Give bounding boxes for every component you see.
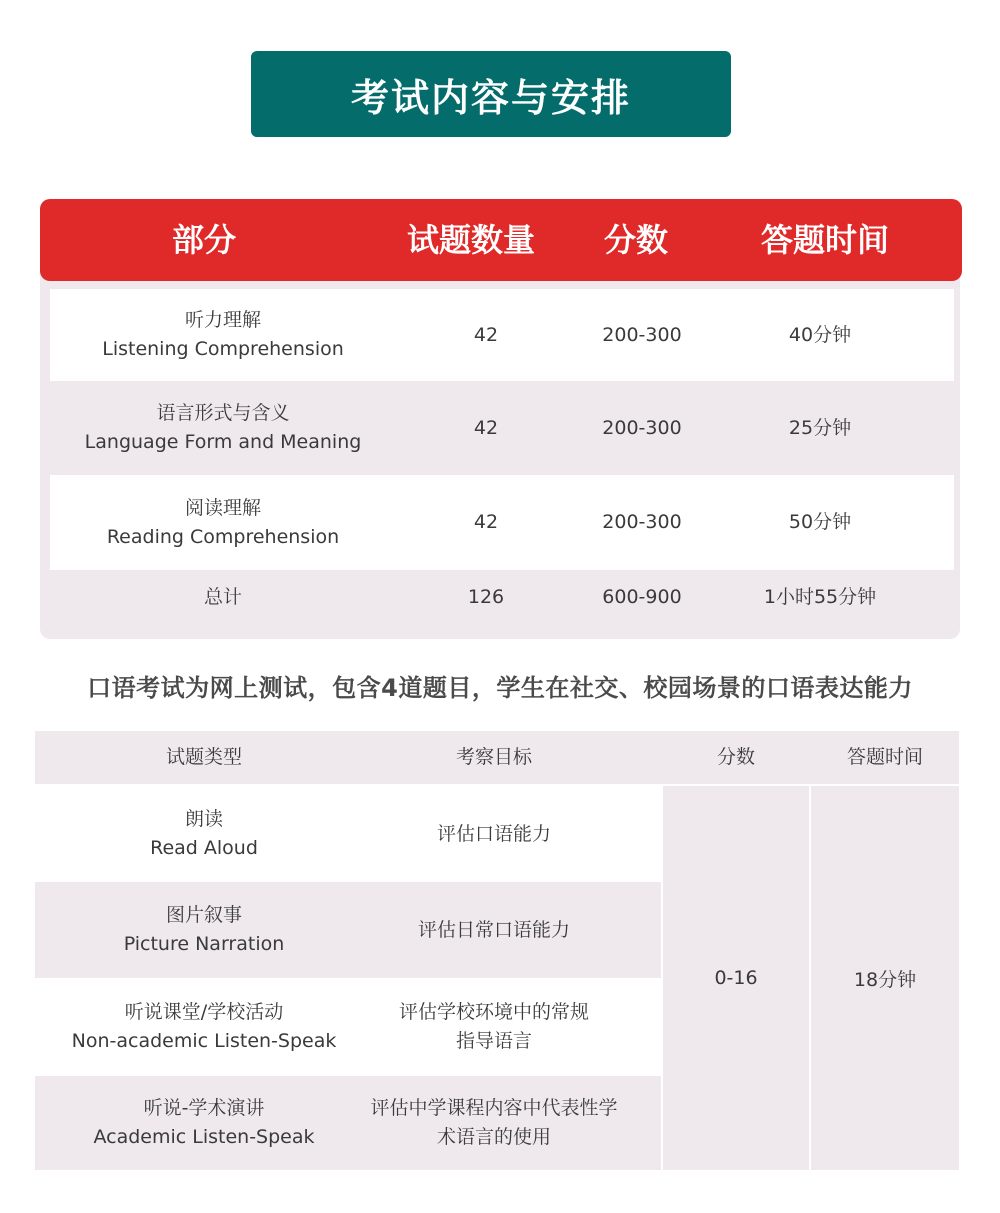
header-time: 答题时间 xyxy=(846,746,923,768)
page-title: 考试内容与安排 xyxy=(251,51,731,137)
table-row xyxy=(50,475,954,570)
score-cell: 200-300 xyxy=(602,511,682,533)
score-cell: 200-300 xyxy=(602,416,682,439)
score-cell: 200-300 xyxy=(602,323,682,346)
speaking-score-cell: 0-16 xyxy=(663,786,809,1170)
header-part: 部分 xyxy=(171,221,236,259)
type-en: Academic Listen-Speak xyxy=(93,1126,315,1148)
speaking-table xyxy=(35,731,959,1170)
type-cn: 听说课堂/学校活动 xyxy=(124,1001,284,1023)
header-type: 试题类型 xyxy=(165,746,242,768)
goal-cell xyxy=(351,786,637,882)
type-cn: 听说-学术演讲 xyxy=(143,1097,265,1119)
header-score: 分数 xyxy=(716,746,755,768)
table-row xyxy=(35,978,661,1076)
part-cn: 阅读理解 xyxy=(184,496,261,519)
part-en: Language Form and Meaning xyxy=(84,431,362,453)
table-row xyxy=(50,289,954,381)
goal-line: 术语言的使用 xyxy=(436,1126,551,1148)
part-cn: 听力理解 xyxy=(184,309,261,331)
type-cn: 图片叙事 xyxy=(165,904,242,926)
part-cell xyxy=(50,475,396,570)
score-cell: 600-900 xyxy=(602,585,682,608)
table-row xyxy=(35,786,661,882)
exam-table-header xyxy=(40,199,962,281)
total-row xyxy=(50,572,954,622)
count-cell: 42 xyxy=(473,416,499,439)
speaking-time-cell: 18分钟 xyxy=(811,786,959,1170)
table-row xyxy=(35,1076,661,1170)
time-cell: 50分钟 xyxy=(788,511,852,533)
time-cell: 40分钟 xyxy=(788,323,852,346)
part-cell xyxy=(50,289,396,381)
count-cell: 42 xyxy=(473,511,499,533)
goal-line: 评估中学课程内容中代表性学 xyxy=(370,1097,618,1119)
part-en: Listening Comprehension xyxy=(102,338,344,360)
header-goal: 考察目标 xyxy=(455,746,532,768)
type-cn: 朗读 xyxy=(184,808,223,830)
goal-line: 指导语言 xyxy=(455,1030,532,1052)
total-label: 总计 xyxy=(203,585,242,608)
header-time: 答题时间 xyxy=(760,221,889,259)
header-count: 试题数量 xyxy=(406,221,535,259)
goal-cell xyxy=(351,882,637,978)
time-cell: 1小时55分钟 xyxy=(763,585,877,608)
goal-line: 评估日常口语能力 xyxy=(417,918,570,941)
header-score: 分数 xyxy=(603,221,668,259)
table-row xyxy=(35,882,661,978)
type-en: Non-academic Listen-Speak xyxy=(71,1030,337,1052)
part-en: Reading Comprehension xyxy=(106,525,340,548)
type-cell xyxy=(35,978,373,1076)
goal-line: 评估学校环境中的常规 xyxy=(398,1001,589,1023)
speaking-table-header xyxy=(35,731,959,784)
goal-cell xyxy=(351,978,637,1076)
type-cell xyxy=(35,882,373,978)
goal-cell xyxy=(351,1076,637,1170)
time-cell: 25分钟 xyxy=(788,416,852,439)
speaking-note: 口语考试为网上测试，包含4道题目，学生在社交、校园场景的口语表达能力 xyxy=(87,674,913,702)
type-cell xyxy=(35,1076,373,1170)
part-cell xyxy=(50,381,396,475)
count-cell: 42 xyxy=(473,323,499,346)
table-row xyxy=(50,381,954,475)
goal-line: 评估口语能力 xyxy=(436,822,551,845)
type-cell xyxy=(35,786,373,882)
type-en: Read Aloud xyxy=(150,837,258,859)
type-en: Picture Narration xyxy=(123,933,285,955)
count-cell: 126 xyxy=(467,585,505,608)
part-cn: 语言形式与含义 xyxy=(156,402,290,424)
